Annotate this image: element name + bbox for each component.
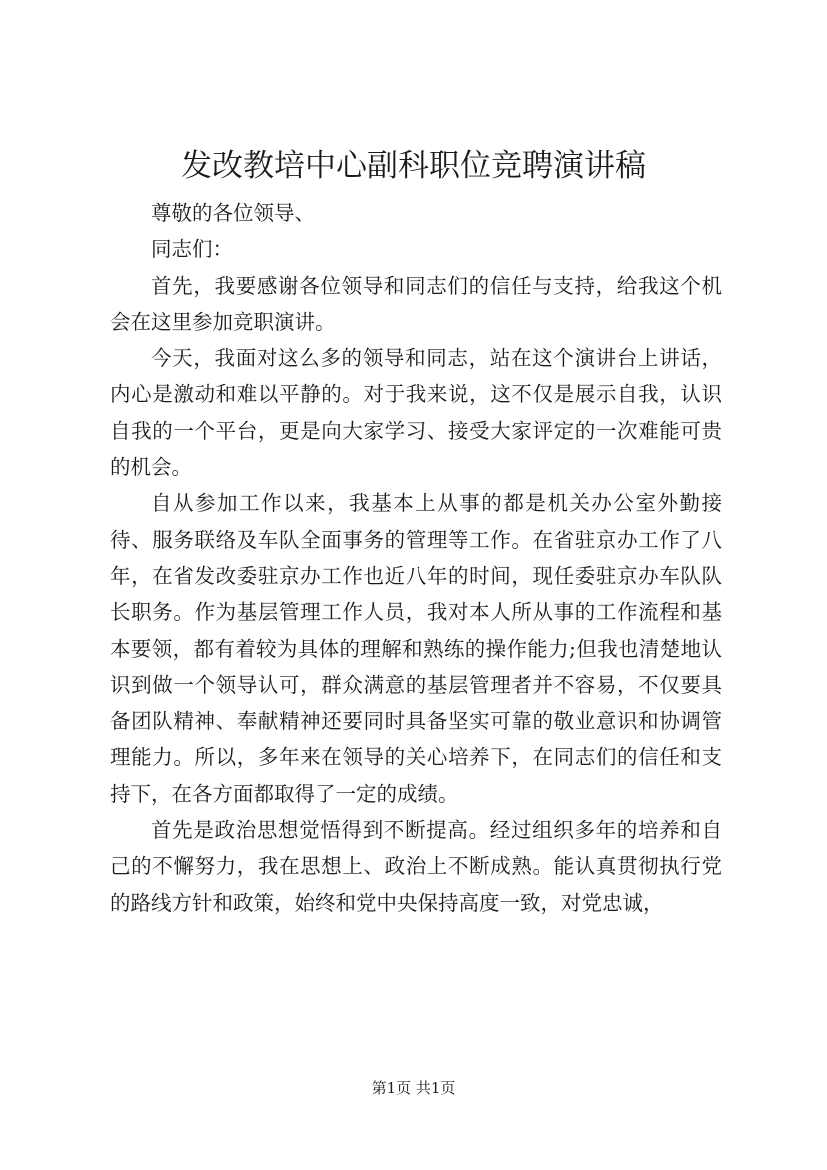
paragraph-today: 今天，我面对这么多的领导和同志，站在这个演讲台上讲话，内心是激动和难以平静的。对于我来说，这不仅是展示自我，认识自我的一个平台，更是向大家学习、接受大家评定的一次难能可贵的机会。 — [110, 346, 722, 480]
paragraph-work-history: 自从参加工作以来，我基本上从事的都是机关办公室外勤接待、服务联络及车队全面事务的管理等工作。在省驻京办工作了八年，在省发改委驻京办工作也近八年的时间，现任委驻京办车队队长职务。作为基层管理工作人员，我对本人所从事的工作流程和基本要领，都有着较为具体的理解和熟练的操作能力;但我也清楚地认识到做一个领导认可，群众满意的基层管理者并不容易，不仅要具备团队精神、奉献精神还要同时具备坚实可靠的敬业意识和协调管理能力。所以，多年来在领导的关心培养下，在同志们的信任和支持下，在各方面都取得了一定的成绩。 — [110, 491, 722, 806]
paragraph-salutation-1: 尊敬的各位领导、 — [151, 201, 315, 225]
paragraph-thanks: 首先，我要感谢各位领导和同志们的信任与支持，给我这个机会在这里参加竞职演讲。 — [110, 273, 722, 334]
page-footer: 第1页 共1页 — [371, 1079, 456, 1097]
document-title: 发改教培中心副科职位竞聘演讲稿 — [181, 148, 646, 184]
paragraph-political: 首先是政治思想觉悟得到不断提高。经过组织多年的培养和自己的不懈努力，我在思想上、政治上不断成熟。能认真贯彻执行党的路线方针和政策，始终和党中央保持高度一致，对党忠诚， — [110, 818, 722, 915]
paragraph-salutation-2: 同志们： — [151, 237, 233, 262]
document-body — [110, 195, 722, 921]
